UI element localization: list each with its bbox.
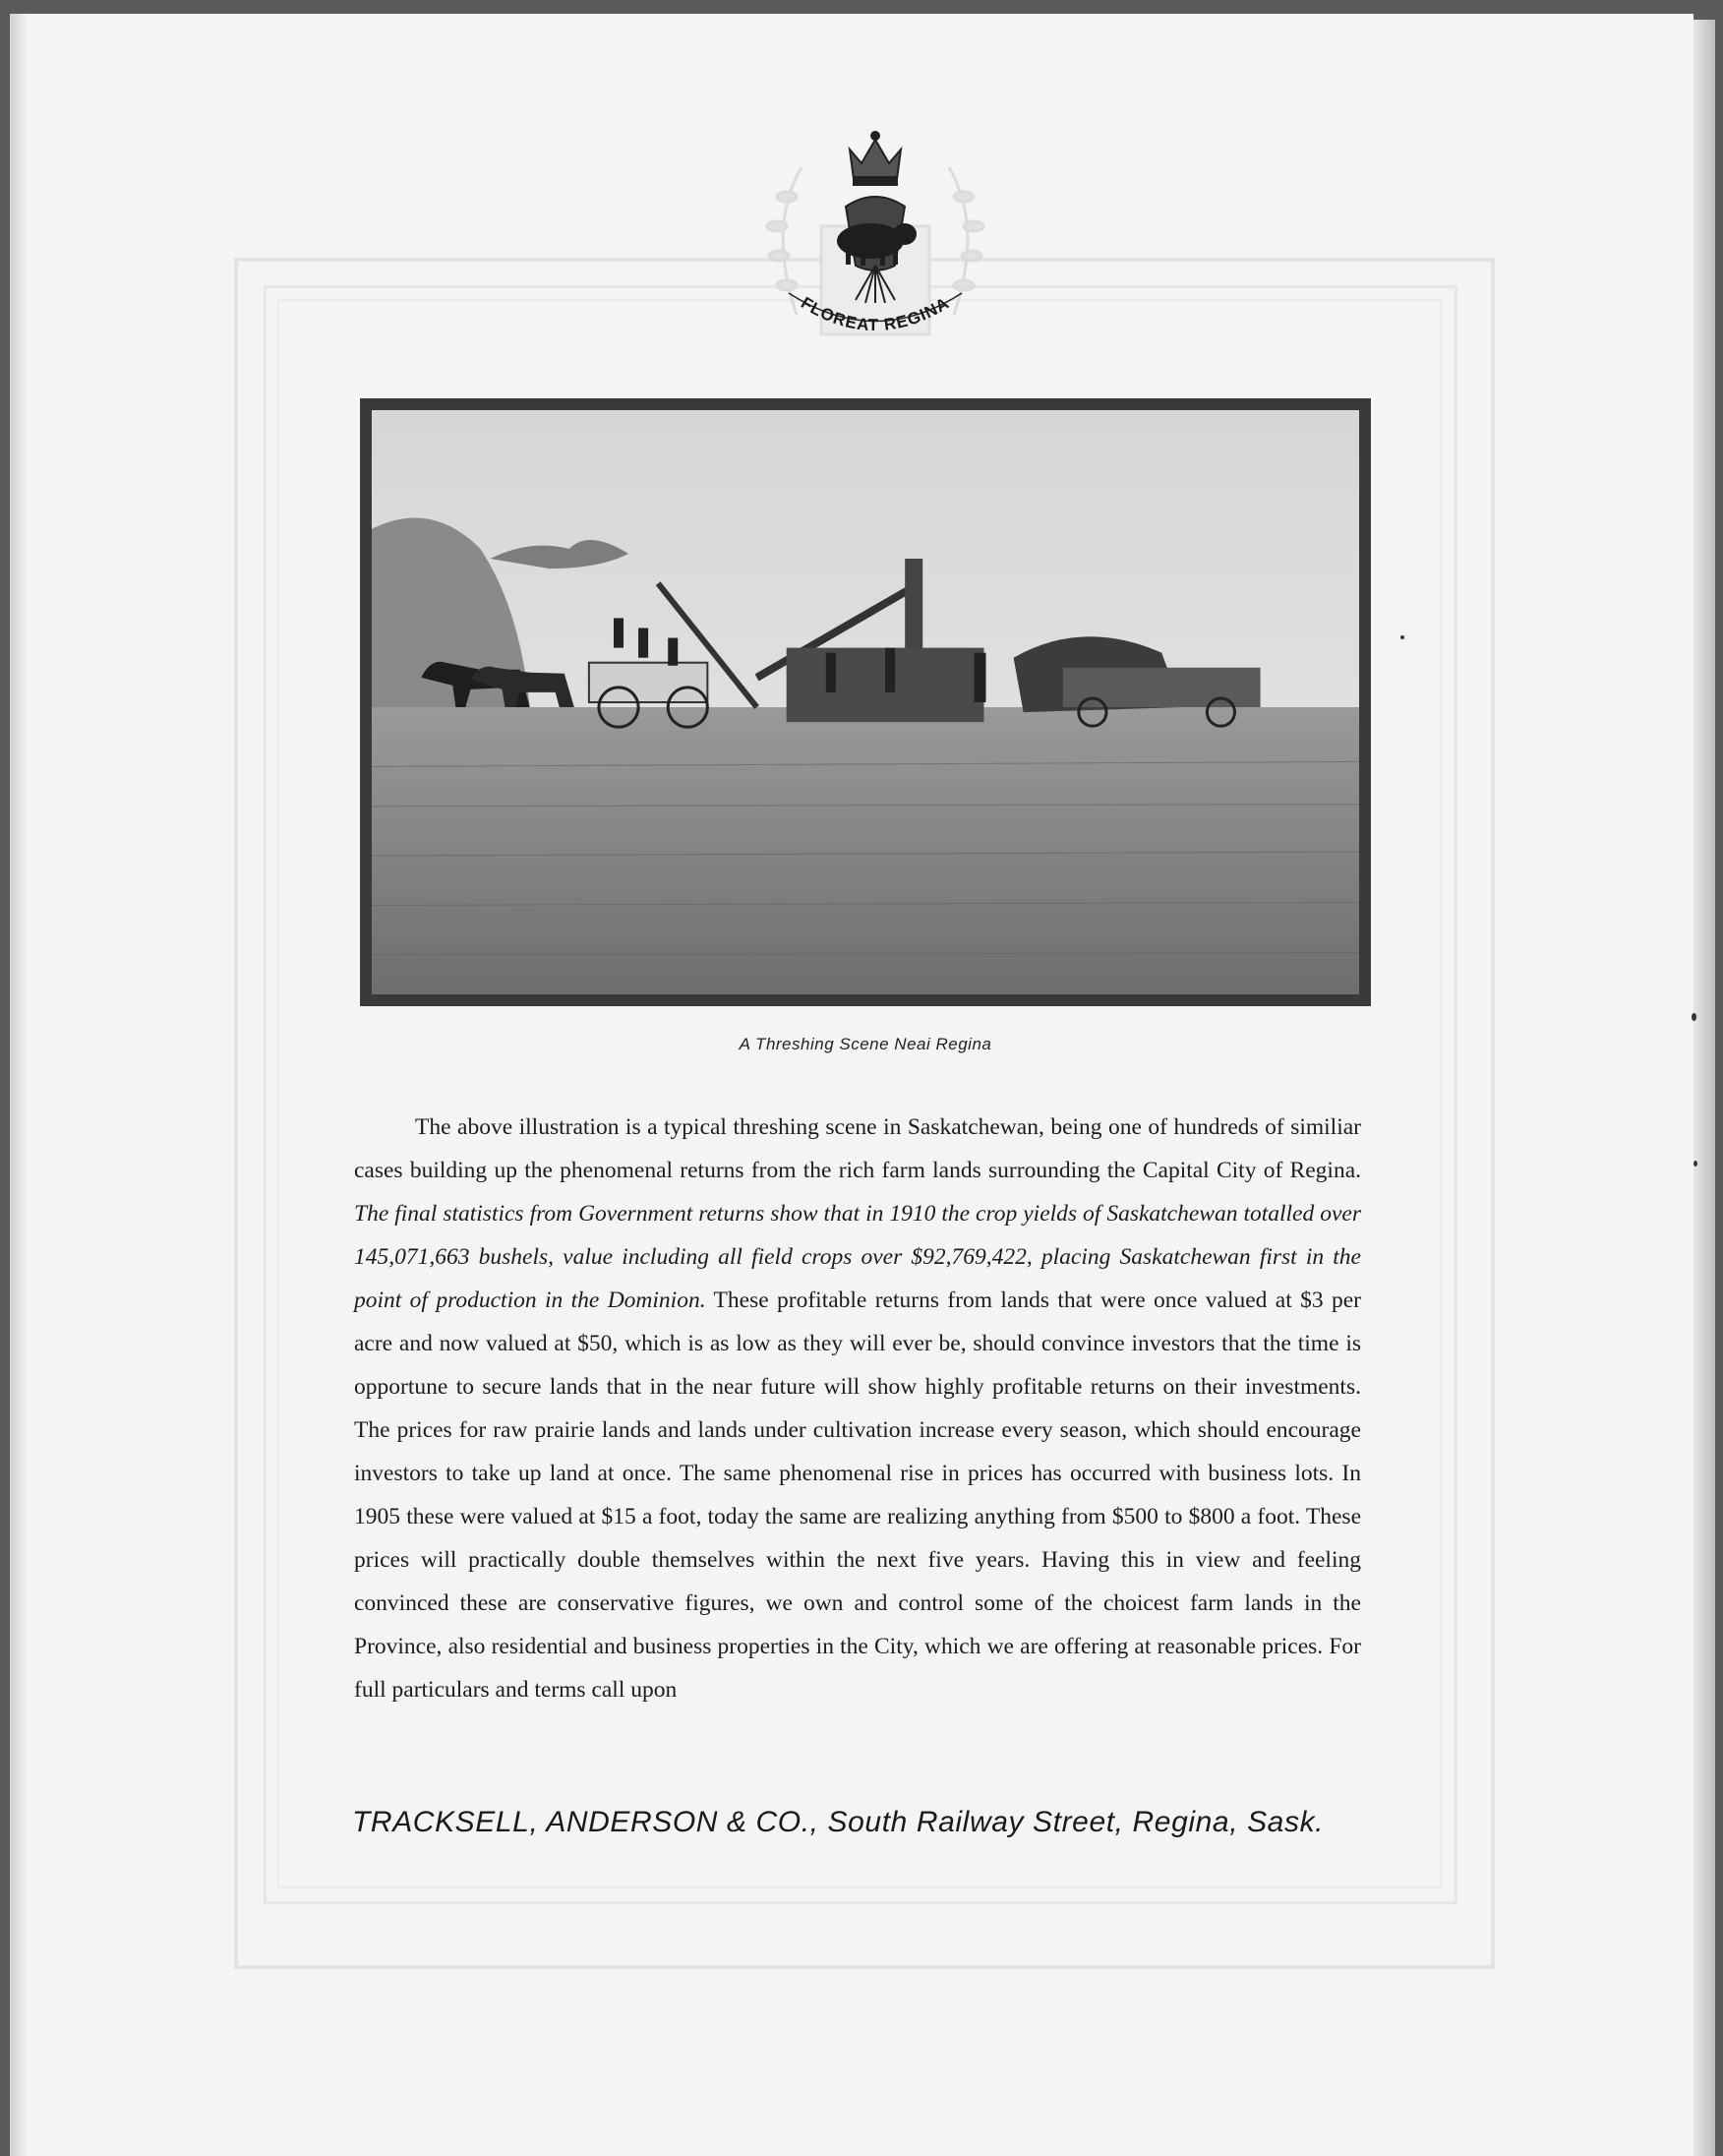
threshing-photograph bbox=[360, 398, 1371, 1006]
print-speck bbox=[1400, 635, 1404, 639]
print-speck bbox=[1693, 1161, 1697, 1167]
body-paragraph bbox=[354, 1106, 1361, 1711]
body-conclusion: These profitable returns from lands that were once valued at $3 per acre and now valued at $50, which is as low as they will ever be, should convince investors that the time is opportune to secure lands that in the near future will show highly profitable returns on their investments. The prices for raw prairie lands and lands under cultivation increase every season, which should encourage investors to take up land at once. The same phenomenal rise in prices has occurred with business lots. In 1905 these were valued at $15 a foot, today the same are realizing anything from $500 to $800 a foot. These prices will practically double themselves within the next five years. Having this in view and feeling convinced these are conservative figures, we own and control some of the choicest farm lands in the Province, also residential and business properties in the City, which we are offering at reasonable prices. For full particulars and terms call upon bbox=[354, 1288, 1361, 1703]
body-statistics: The final statistics from Government returns show that in 1910 the crop yields of Saskatchewan totalled over 145,071,663 bushels, value including all field crops over $92,769,422, placing Saskatchewan first in the point of production in the Dominion. bbox=[354, 1201, 1361, 1313]
photo-caption: A Threshing Scene Neai Regina bbox=[739, 1035, 992, 1053]
crest-motto: FLOREAT REGINA bbox=[798, 293, 953, 335]
body-intro: The above illustration is a typical threshing scene in Saskatchewan, being one of hundreds of similiar cases building up the phenomenal returns from the rich farm lands surrounding the Capital City of Regina. bbox=[354, 1114, 1361, 1183]
company-signature: TRACKSELL, ANDERSON & CO., South Railway Street, Regina, Sask. bbox=[352, 1806, 1325, 1838]
print-speck bbox=[1692, 1013, 1696, 1021]
threshing-scene-illustration bbox=[372, 410, 1359, 994]
crown-icon bbox=[850, 132, 901, 185]
page-left-edge bbox=[10, 14, 28, 2156]
regina-crest bbox=[728, 118, 1023, 354]
page-right-edge bbox=[1693, 20, 1715, 2156]
